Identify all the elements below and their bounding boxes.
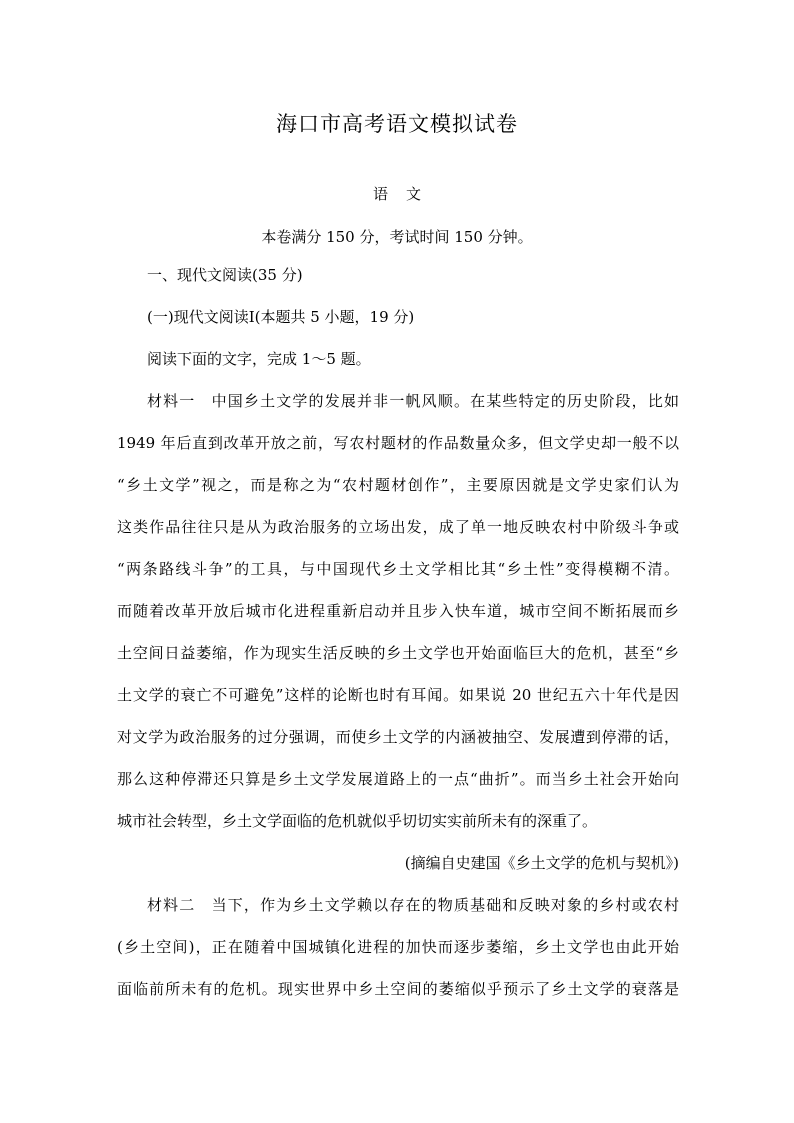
material1-line: 这类作品往往只是从为政治服务的立场出发，成了单一地反映农村中阶级斗争或 <box>117 518 679 536</box>
subject-label: 语文 <box>372 185 439 203</box>
material2-line: 面临前所未有的危机。现实世界中乡土空间的萎缩似乎预示了乡土文学的衰落是 <box>117 980 679 998</box>
page-title: 海口市高考语文模拟试卷 <box>276 112 518 136</box>
material1-line: 土文学的衰亡不可避免”这样的论断也时有耳闻。如果说 20 世纪五六十年代是因 <box>117 686 679 704</box>
exam-info: 本卷满分 150 分，考试时间 150 分钟。 <box>261 228 533 246</box>
instruction-text: 阅读下面的文字，完成 1～5 题。 <box>147 350 371 368</box>
material1-line: 材料一 中国乡土文学的发展并非一帆风顺。在某些特定的历史阶段，比如 <box>147 392 679 410</box>
material1-line: 那么这种停滞还只算是乡土文学发展道路上的一点“曲折”。而当乡土社会开始向 <box>117 770 679 788</box>
section-heading: 一、现代文阅读(35 分) <box>147 266 303 284</box>
material1-line: “两条路线斗争”的工具，与中国现代乡土文学相比其“乡土性”变得模糊不清。 <box>117 560 679 578</box>
material1-line: “乡土文学”视之，而是称之为“农村题材创作”，主要原因就是文学史家们认为 <box>117 476 679 494</box>
material2-line: (乡土空间)，正在随着中国城镇化进程的加快而逐步萎缩，乡土文学也由此开始 <box>117 938 679 956</box>
material1-line: 城市社会转型，乡土文学面临的危机就似乎切切实实前所未有的深重了。 <box>117 812 598 830</box>
material1-line: 而随着改革开放后城市化进程重新启动并且步入快车道，城市空间不断拓展而乡 <box>117 602 679 620</box>
subsection-heading: (一)现代文阅读Ⅰ(本题共 5 小题，19 分) <box>147 308 415 326</box>
material1-source: (摘编自史建国《乡土文学的危机与契机》) <box>404 854 679 872</box>
material2-line: 材料二 当下，作为乡土文学赖以存在的物质基础和反映对象的乡村或农村 <box>147 896 679 914</box>
material1-line: 对文学为政治服务的过分强调，而使乡土文学的内涵被抽空、发展遭到停滞的话， <box>117 728 679 746</box>
material1-line: 1949 年后直到改革开放之前，写农村题材的作品数量众多，但文学史却一般不以 <box>117 434 679 452</box>
material1-line: 土空间日益萎缩，作为现实生活反映的乡土文学也开始面临巨大的危机，甚至“乡 <box>117 644 679 662</box>
